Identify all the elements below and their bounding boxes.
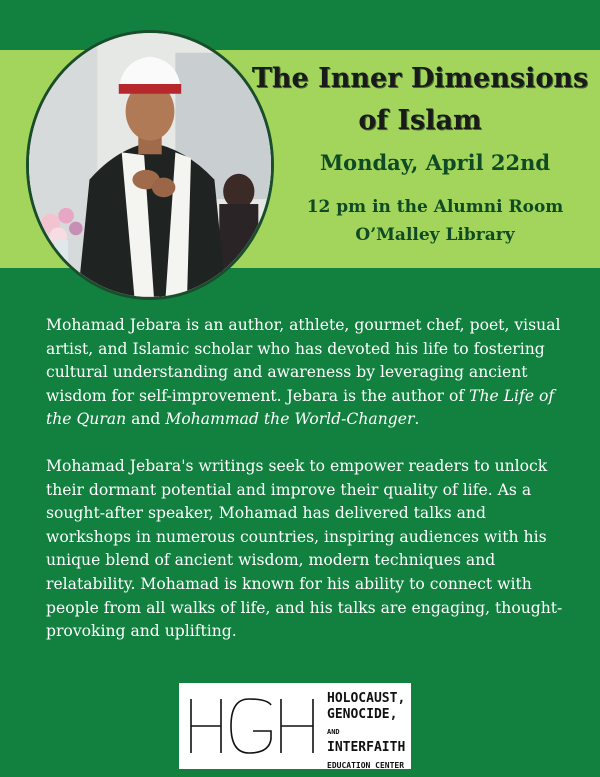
logo-line-genocide: GENOCIDE, AND <box>327 707 398 736</box>
event-time-room: 12 pm in the Alumni Room <box>306 197 564 217</box>
bio-p1-end: . <box>414 410 420 429</box>
bio-paragraph-1 <box>46 314 566 432</box>
event-title-line2: of Islam <box>358 105 482 136</box>
event-date: Monday, April 22nd <box>319 150 551 175</box>
logo-and: AND <box>327 728 340 736</box>
logo-text <box>327 691 411 774</box>
speaker-bio <box>46 314 566 667</box>
event-library: O’Malley Library <box>355 225 515 245</box>
event-title-line1: The Inner Dimensions <box>251 63 589 94</box>
book-title-2: Mohammad the World-Changer <box>165 410 415 429</box>
logo-line-interfaith: INTERFAITH <box>327 740 406 755</box>
bio-p1-and: and <box>126 410 166 429</box>
hgi-logo <box>179 683 411 769</box>
book-title-1: The Life of the Quran <box>46 386 555 429</box>
hgi-monogram-icon <box>187 691 323 761</box>
logo-line-holocaust: HOLOCAUST, <box>327 691 406 706</box>
bio-p1-text: Mohamad Jebara is an author, athlete, gourmet chef, poet, visual artist, and Islamic scholar who has devoted his life to fostering cultural understanding and awareness by leveraging ancient wisdom for self-improvement. Jebara is the author of <box>46 316 561 405</box>
speaker-photo <box>26 30 274 300</box>
event-title <box>240 58 600 142</box>
bio-paragraph-2: Mohamad Jebara's writings seek to empower readers to unlock their dormant potential and improve their quality of life. As a sought-after speaker, Mohamad has delivered talks and workshops in numerous countries, inspiring audiences with his unique blend of ancient wisdom, modern techniques and relatability. Mohamad is known for his ability to connect with people from all walks of life, and his talks are engaging, thought-provoking and uplifting. <box>46 456 563 641</box>
event-location <box>290 193 580 249</box>
logo-line-education-center: EDUCATION CENTER <box>327 761 405 770</box>
